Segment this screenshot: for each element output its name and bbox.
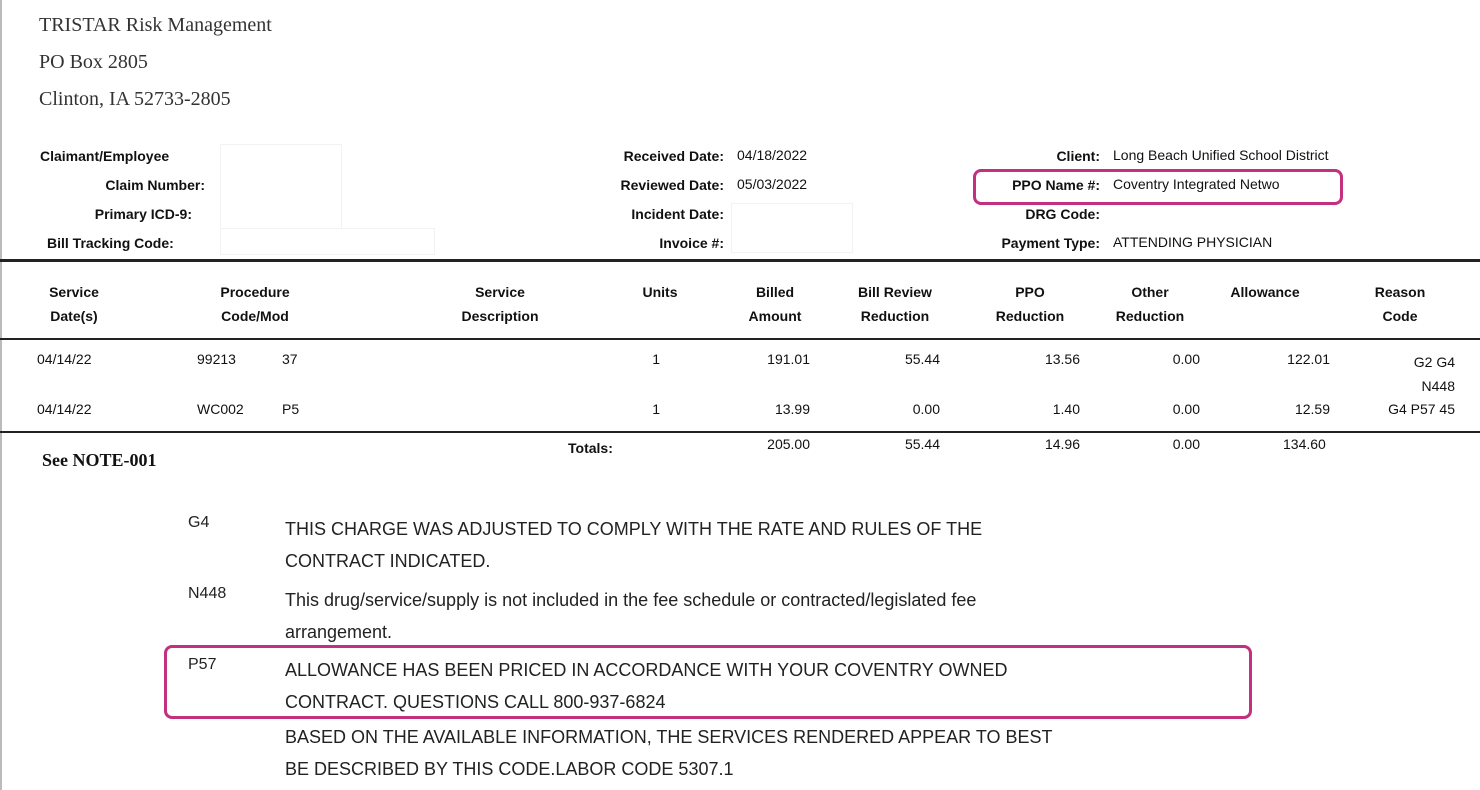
ppo-name-highlight-box [973,169,1343,205]
totals-allowance: 134.60 [1283,436,1326,452]
note-text-line2: arrangement. [285,622,393,642]
totals-billed: 205.00 [767,436,810,452]
totals-label: Totals: [568,440,613,456]
col-header-billed: Billed Amount [748,284,802,324]
received-date-value: 04/18/2022 [737,147,808,163]
row-billed-amount: 191.01 [767,351,810,367]
col-header-service-date: Service Date(s) [49,284,99,324]
row-ppo-reduction: 1.40 [1052,401,1080,417]
row-reason-code: G4 P57 45 [1388,401,1455,417]
reviewed-date-label: Reviewed Date: [620,177,724,193]
totals-ppo-reduction: 14.96 [1044,436,1080,452]
p57-note-highlight-box [164,645,1252,719]
row-review-reduction: 0.00 [912,401,940,417]
row-service-date: 04/14/22 [37,351,92,367]
table-top-rule [0,259,1480,262]
note-text-line2: BE DESCRIBED BY THIS CODE.LABOR CODE 5307.1 [285,759,734,779]
payment-type-value: ATTENDING PHYSICIAN [1113,234,1273,250]
primary-icd-label: Primary ICD-9: [94,206,192,222]
note-text-line2: CONTRACT. QUESTIONS CALL 800-937-6824 [285,692,666,712]
totals-review-reduction: 55.44 [904,436,940,452]
col-header-allowance: Allowance [1230,284,1300,300]
bill-tracking-label: Bill Tracking Code: [47,235,174,251]
invoice-label: Invoice #: [659,235,724,251]
col-header-units: Units [642,284,678,300]
col-header-review-reduction: Bill Review Reduction [858,284,932,324]
row-reason-code-line2: N448 [1421,378,1455,394]
row-procedure-code: WC002 [197,401,244,417]
ppo-name-label: PPO Name #: [1012,177,1100,193]
client-value: Long Beach Unified School District [1113,147,1329,163]
col-header-reason-code: Reason Code [1374,284,1426,324]
col-header-other-reduction: Other Reduction [1115,284,1185,324]
redacted-bill-tracking-box [220,228,435,255]
note-text-line1: THIS CHARGE WAS ADJUSTED TO COMPLY WITH THE RATE AND RULES OF THE [285,519,983,539]
col-header-description: Service Description [461,284,539,324]
note-text-line1: ALLOWANCE HAS BEEN PRICED IN ACCORDANCE WITH YOUR COVENTRY OWNED [285,660,1008,680]
payment-type-label: Payment Type: [1001,235,1100,251]
row-modifier: P5 [282,401,300,417]
claim-number-label: Claim Number: [105,177,205,193]
received-date-label: Received Date: [623,148,724,164]
row-procedure-code: 99213 [197,351,236,367]
ppo-name-value: Coventry Integrated Netwo [1113,176,1280,192]
row-ppo-reduction: 13.56 [1044,351,1080,367]
row-review-reduction: 55.44 [904,351,940,367]
row-billed-amount: 13.99 [774,401,810,417]
row-other-reduction: 0.00 [1172,351,1200,367]
claimant-label: Claimant/Employee [40,148,170,164]
company-address-line2: Clinton, IA 52733-2805 [39,88,231,110]
row-reason-code: G2 G4 [1413,354,1455,370]
page-left-edge [0,0,2,790]
incident-date-label: Incident Date: [631,206,724,222]
company-name: TRISTAR Risk Management [39,14,272,36]
col-header-procedure: Procedure Code/Mod [220,284,290,324]
redacted-incident-box [731,203,853,253]
col-header-ppo-reduction: PPO Reduction [995,284,1065,324]
drg-code-label: DRG Code: [1025,206,1100,222]
totals-other-reduction: 0.00 [1172,436,1200,452]
table-bottom-rule [0,431,1480,433]
row-other-reduction: 0.00 [1172,401,1200,417]
note-code: N448 [188,585,227,602]
redacted-claimant-box [220,144,342,232]
see-note-reference: See NOTE-001 [42,450,157,470]
row-units: 1 [652,351,660,367]
note-text-line1: This drug/service/supply is not included in the fee schedule or contracted/legislated fee [285,590,977,610]
row-units: 1 [652,401,660,417]
note-code: G4 [188,514,210,531]
row-allowance: 12.59 [1294,401,1330,417]
reviewed-date-value: 05/03/2022 [737,176,808,192]
row-service-date: 04/14/22 [37,401,92,417]
note-text-line1: BASED ON THE AVAILABLE INFORMATION, THE SERVICES RENDERED APPEAR TO BEST [285,727,1053,747]
company-address-line1: PO Box 2805 [39,51,148,73]
note-text-line2: CONTRACT INDICATED. [285,551,491,571]
row-allowance: 122.01 [1287,351,1330,367]
note-code: P57 [188,656,217,673]
table-header-rule [0,338,1480,340]
row-modifier: 37 [282,351,298,367]
client-label: Client: [1056,148,1100,164]
